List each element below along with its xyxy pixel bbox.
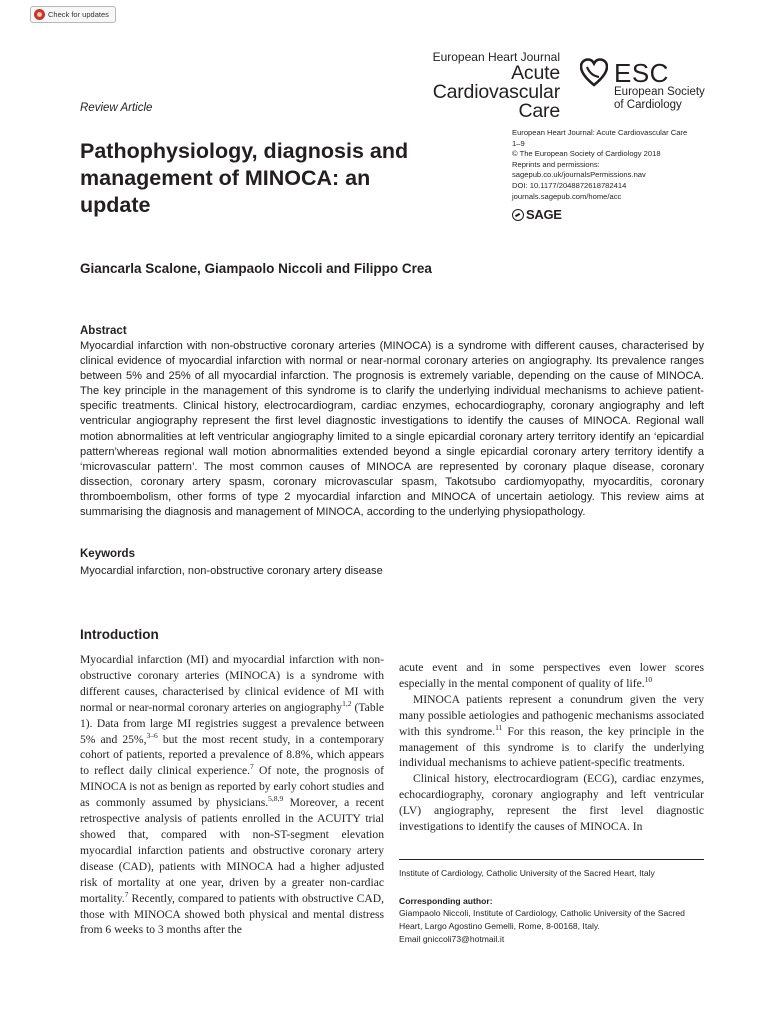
doi-link[interactable]: DOI: 10.1177/2048872618782414 bbox=[512, 180, 627, 190]
paragraph bbox=[399, 771, 704, 835]
footnote-block bbox=[399, 867, 704, 946]
esc-full-name bbox=[614, 86, 705, 112]
text-run: Recently, compared to patients with obstructive CAD, those with MINOCA showed both physical and mental distress from 6 weeks to 3 months after the bbox=[80, 891, 384, 937]
text-run: Clinical history, electrocardiogram (ECG), cardiac enzymes, echocardiography, coronary angiography and left ventricular (LV) angiography, represent the first level diagnostic investigations to identify the causes of MINOCA. In bbox=[399, 772, 704, 834]
text-run: Myocardial infarction (MI) and myocardial infarction with non-obstructive coronary arteries (MINOCA) is a syndrome with different causes, characterised by clinical evidence of MI with normal or near-normal coronary arteries on angiography bbox=[80, 653, 384, 714]
journal-name bbox=[432, 64, 560, 121]
reprints-label: Reprints and permissions: bbox=[512, 159, 600, 169]
paragraph bbox=[399, 692, 704, 772]
sage-wordmark: SAGE bbox=[526, 207, 562, 222]
journal-logo-text bbox=[432, 50, 560, 121]
esc-name-line: European Society bbox=[614, 86, 705, 98]
paragraph bbox=[80, 652, 384, 938]
esc-name-line: of Cardiology bbox=[614, 99, 682, 111]
update-badge-icon bbox=[34, 9, 45, 20]
esc-heart-icon bbox=[580, 58, 608, 88]
abstract-heading: Abstract bbox=[80, 325, 127, 337]
esc-society-block bbox=[614, 60, 705, 112]
text-run: MINOCA patients represent a conundrum given the very many possible aetiologies and pathogenic mechanisms associated with this syndrome. bbox=[399, 692, 704, 738]
citation-ref[interactable]: 11 bbox=[495, 722, 503, 732]
footnote-divider bbox=[399, 859, 704, 860]
text-run: Moreover, a recent retrospective analysis of patients enrolled in the ACUITY trial showed that, compared with non-ST-segment elevation myocardial infarction patients and obstructive coronary artery disease (CAD), patients with MINOCA had a higher adjusted risk of mortality at one year, driven by a greater non-cardiac mortality. bbox=[80, 796, 384, 905]
keywords-heading: Keywords bbox=[80, 548, 135, 560]
abstract-text: Myocardial infarction with non-obstructive coronary arteries (MINOCA) is a syndrome with different causes, characterised by clinical evidence of myocardial infarction with normal or near-normal coronary arteries on angiography. Its prevalence ranges between 5% and 25% of all myocardial infarction. The prognosis is extremely variable, depending on the cause of MINOCA. The key principle in the management of this syndrome is to clarify the underlying individual mechanisms to achieve patient-specific treatments. Clinical history, electrocardiogram, cardiac enzymes, echocardiography, coronary angiography and left ventricular angiography represent the first level diagnostic investigations to identify the causes of MINOCA. Regional wall motion abnormalities at left ventricular angiography limited to a single epicardial coronary artery territory identify an ‘epicardial pattern’whereas regional wall motion abnormalities extended beyond a single epicardial coronary artery territory identify a ‘microvascular pattern’. The most common causes of MINOCA are represented by coronary plaque disease, coronary dissection, coronary artery spasm, coronary microvascular spasm, Takotsubo cardiomyopathy, myocarditis, coronary thromboembolism, other forms of type 2 myocardial infarction and MINOCA of uncertain aetiology. This review aims at summarising the diagnosis and management of MINOCA, according to the underlying physiopathology. bbox=[80, 340, 704, 519]
permissions-link[interactable]: sagepub.co.uk/journalsPermissions.nav bbox=[512, 170, 646, 180]
check-for-updates-label: Check for updates bbox=[48, 10, 109, 19]
esc-abbreviation: ESC bbox=[614, 58, 669, 88]
sage-logo bbox=[512, 207, 562, 222]
introduction-heading: Introduction bbox=[80, 627, 159, 642]
journal-name-line: Care bbox=[518, 100, 560, 122]
body-column-right bbox=[399, 660, 704, 835]
journal-super-title: European Heart Journal bbox=[432, 50, 560, 64]
keywords-text: Myocardial infarction, non-obstructive coronary artery disease bbox=[80, 565, 383, 577]
citation-ref[interactable]: 1,2 bbox=[342, 698, 352, 708]
author-list: Giancarla Scalone, Giampaolo Niccoli and Filippo Crea bbox=[80, 261, 432, 276]
corresponding-author-heading: Corresponding author: bbox=[399, 895, 493, 906]
citation-ref[interactable]: 7 bbox=[250, 762, 254, 772]
sage-mark-icon bbox=[512, 209, 524, 221]
journal-name-line: Acute bbox=[511, 62, 560, 84]
publication-metadata bbox=[512, 128, 742, 202]
page-range: 1–9 bbox=[512, 138, 525, 148]
text-run: For this reason, the key principle in the management of this syndrome is to clarify the underlying individual mechanisms to achieve patient-specific treatments. bbox=[399, 724, 704, 770]
corresponding-author-address: Giampaolo Niccoli, Institute of Cardiology, Catholic University of the Sacred Heart, Largo Agostino Gemelli, Rome, 8-00168, Italy. bbox=[399, 908, 685, 932]
author-affiliation: Institute of Cardiology, Catholic University of the Sacred Heart, Italy bbox=[399, 868, 655, 878]
corresponding-author-email[interactable]: Email gniccoli73@hotmail.it bbox=[399, 933, 505, 944]
copyright-line: © The European Society of Cardiology 2018 bbox=[512, 149, 661, 159]
text-run: acute event and in some perspectives even lower scores especially in the mental component of quality of life. bbox=[399, 661, 704, 690]
text-run: (Table 1). Data from large MI registries suggest a prevalence between 5% and 25%, bbox=[80, 700, 384, 746]
text-run: Of note, the prognosis of MINOCA is not as benign as reported by early cohort studies and as commonly assumed by physicians. bbox=[80, 764, 384, 810]
body-column-left bbox=[80, 652, 384, 938]
journal-citation: European Heart Journal: Acute Cardiovascular Care bbox=[512, 128, 688, 137]
article-title: Pathophysiology, diagnosis and management of MINOCA: an update bbox=[80, 139, 409, 217]
paragraph bbox=[399, 660, 704, 692]
check-for-updates-button[interactable] bbox=[30, 6, 116, 23]
journal-home-link[interactable]: journals.sagepub.com/home/acc bbox=[512, 191, 622, 201]
article-type-label: Review Article bbox=[80, 102, 153, 114]
citation-ref[interactable]: 7 bbox=[124, 889, 129, 899]
citation-ref[interactable]: 3–6 bbox=[146, 730, 158, 740]
citation-ref[interactable]: 10 bbox=[644, 675, 653, 685]
citation-ref[interactable]: 5,8,9 bbox=[268, 794, 284, 804]
text-run: but the most recent study, in a contemporary cohort of patients, reported a prevalence of 8.8%, which appears to reflect daily clinical experience. bbox=[80, 732, 384, 778]
journal-name-line: Cardiovascular bbox=[432, 81, 560, 103]
